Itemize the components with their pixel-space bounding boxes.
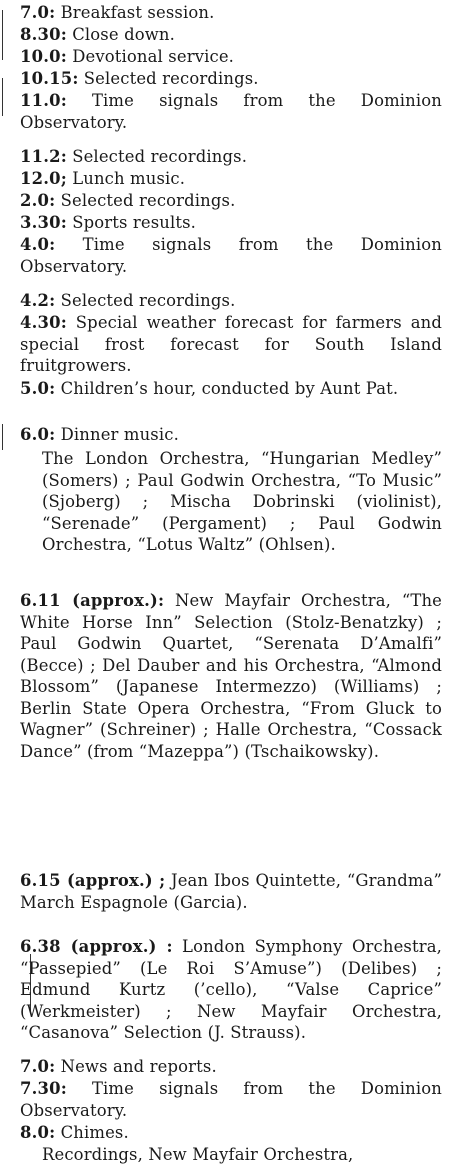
margin-bracket xyxy=(2,10,13,60)
program-entry: 7.0: Breakfast session. xyxy=(20,3,215,22)
margin-bracket xyxy=(2,78,13,116)
program-entry: 8.30: Close down. xyxy=(20,25,175,44)
program-entry: 3.30: Sports results. xyxy=(20,213,197,232)
program-entry: 8.0: Chimes. xyxy=(20,1123,129,1142)
program-entry: 11.2: Selected recordings. xyxy=(20,147,248,166)
program-entry: 10.15: Selected recordings. xyxy=(20,69,259,88)
program-entry: 11.0: Time signals from the Dominion Observatory. xyxy=(20,91,442,132)
program-entry: 10.0: Devotional service. xyxy=(20,47,235,66)
program-entry: 2.0: Selected recordings. xyxy=(20,191,236,210)
program-entry: 4.2: Selected recordings. xyxy=(20,291,236,310)
program-entry: 7.30: Time signals from the Dominion Observatory. xyxy=(20,1079,442,1120)
program-entry: 4.0: Time signals from the Dominion Observatory. xyxy=(20,235,442,276)
margin-bracket xyxy=(2,424,13,450)
program-entry: 12.0; Lunch music. xyxy=(20,169,186,188)
program-entry: 6.38 (approx.) : London Symphony Orchestra, “Passepied” (Le Roi S’Amuse”) (Delibes) ; Edmund Kurtz (’cello), “Valse Caprice” (Werkmeister) ; New Mayfair Orchestra, “Casanova” Selection (J. Strauss). xyxy=(20,937,442,1042)
dinner-music-details: The London Orchestra, “Hungarian Medley” (Somers) ; Paul Godwin Orchestra, “To Music” (Sjoberg) ; Mischa Dobrinski (violinist), “Serenade” (Pergament) ; Paul Godwin Orchestra, “Lotus Waltz” (Ohlsen). xyxy=(42,449,442,554)
program-entry: 7.0: News and reports. xyxy=(20,1057,217,1076)
program-entry: 6.15 (approx.) ; Jean Ibos Quintette, “Grandma” March Espagnole (Garcia). xyxy=(20,871,442,912)
program-entry: 5.0: Children’s hour, conducted by Aunt Pat. xyxy=(20,379,399,398)
program-entry: 4.30: Special weather forecast for farmers and special frost forecast for South Island fruitgrowers. xyxy=(20,313,442,375)
recordings-line: Recordings, New Mayfair Orchestra, xyxy=(42,1145,354,1164)
program-entry: 6.11 (approx.): New Mayfair Orchestra, “The White Horse Inn” Selection (Stolz-Benatzky) ; Paul Godwin Quartet, “Serenata D’Amalfi” (Becce) ; Del Dauber and his Orchestra, “Almond Blossom” (Japanese Intermezzo) (Williams) ; Berlin State Opera Orchestra, “From Gluck to Wagner” (Schreiner) ; Halle Orchestra, “Cossack Dance” (from “Mazeppa”) (Tschaikowsky). xyxy=(20,591,442,761)
program-entry: 6.0: Dinner music. xyxy=(20,425,179,444)
